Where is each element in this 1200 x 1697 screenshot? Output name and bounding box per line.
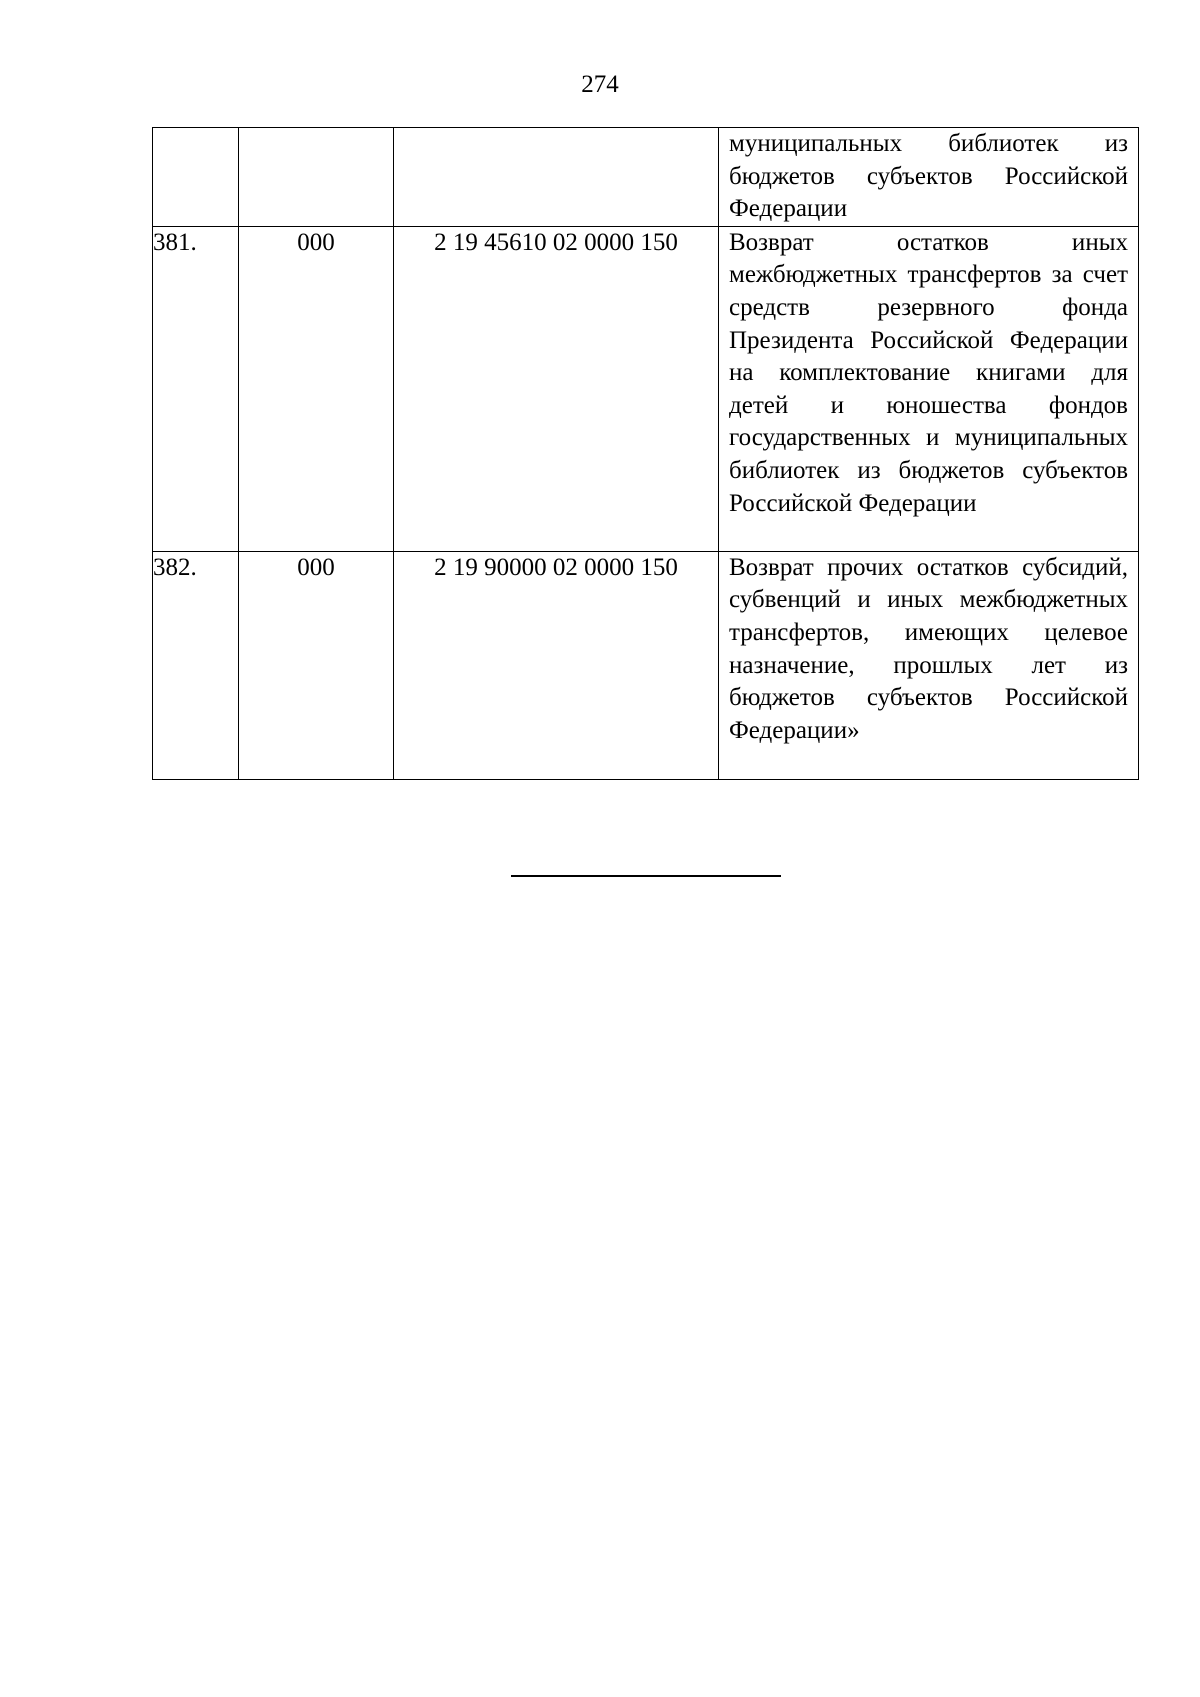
budget-codes-table bbox=[152, 127, 1139, 780]
code-description: Возврат прочих остатков субсидий, субвенций и иных межбюджетных трансфертов, имеющих целевое назначение, прошлых лет из бюджетов субъектов Российской Федерации» bbox=[719, 551, 1139, 779]
budget-code: 2 19 45610 02 0000 150 bbox=[394, 226, 719, 551]
end-of-document-line bbox=[511, 875, 781, 877]
page-number: 274 bbox=[581, 71, 619, 98]
code-description: муниципальных библиотек из бюджетов субъектов Российской Федерации bbox=[719, 128, 1139, 227]
row-number bbox=[153, 128, 239, 227]
code-description: Возврат остатков иных межбюджетных трансфертов за счет средств резервного фонда Президента Российской Федерации на комплектование книгами для детей и юношества фондов государственных и муниципальных библиотек из бюджетов субъектов Российской Федерации bbox=[719, 226, 1139, 551]
table-row bbox=[153, 226, 1139, 551]
table-row bbox=[153, 551, 1139, 779]
admin-code: 000 bbox=[239, 551, 394, 779]
row-number: 381. bbox=[153, 226, 239, 551]
row-number: 382. bbox=[153, 551, 239, 779]
budget-code: 2 19 90000 02 0000 150 bbox=[394, 551, 719, 779]
admin-code: 000 bbox=[239, 226, 394, 551]
budget-code bbox=[394, 128, 719, 227]
table-row bbox=[153, 128, 1139, 227]
admin-code bbox=[239, 128, 394, 227]
